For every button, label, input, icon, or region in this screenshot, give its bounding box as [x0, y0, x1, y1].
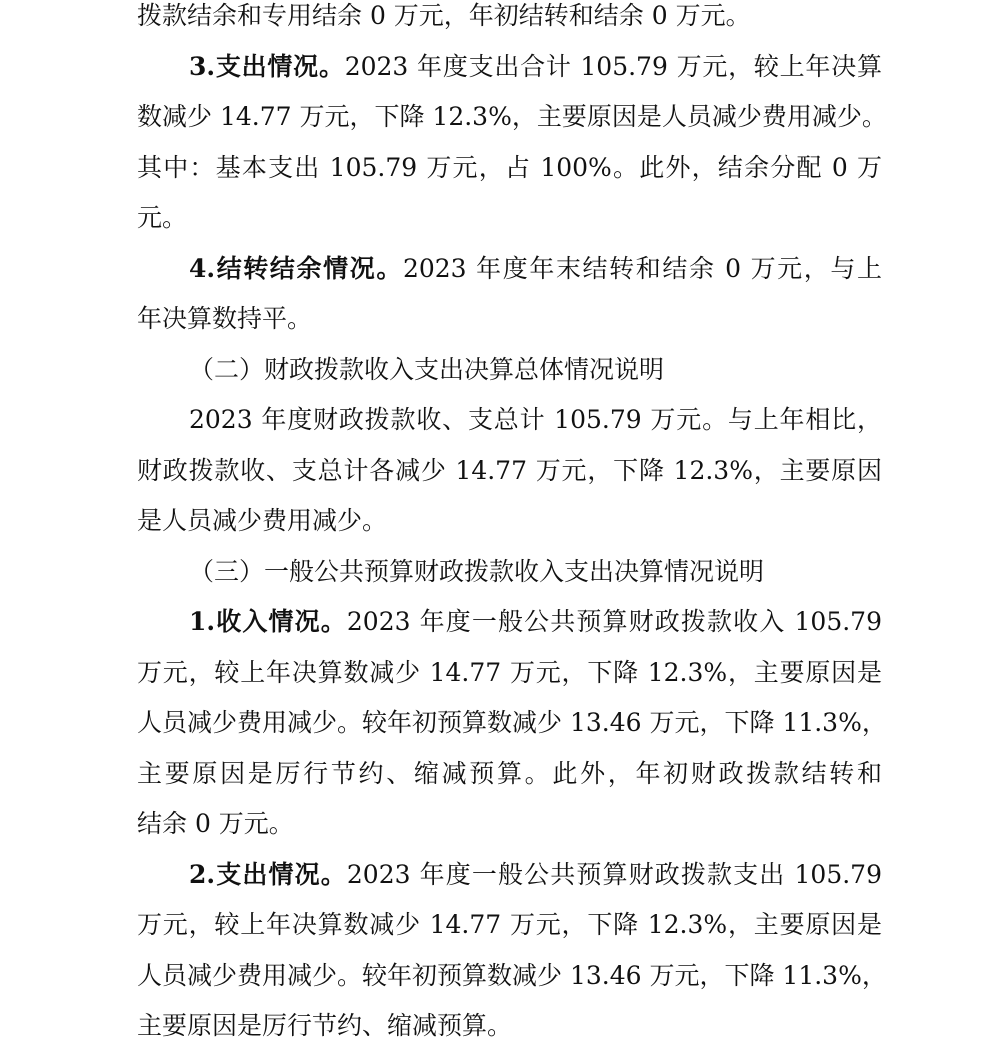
paragraph-line: 是人员减少费用减少。	[137, 506, 388, 535]
paragraph-line: 其中：基本支出 105.79 万元，占 100%。此外，结余分配 0 万	[137, 152, 882, 182]
paragraph-text: 2023 年度一般公共预算财政拨款支出 105.79	[346, 859, 882, 889]
paragraph-line: 主要原因是厉行节约、缩减预算。此外，年初财政拨款结转和	[137, 758, 882, 788]
paragraph-line	[137, 244, 882, 295]
paragraph-text: 2023 年度支出合计 105.79 万元，较上年决算	[344, 51, 882, 81]
paragraph-text: 2023 年度一般公共预算财政拨款收入 105.79	[346, 607, 882, 636]
paragraph-line: 结余 0 万元。	[137, 809, 294, 838]
paragraph-line: 人员减少费用减少。较年初预算数减少 13.46 万元，下降 11.3%，	[137, 708, 887, 737]
paragraph-line	[137, 42, 882, 93]
paragraph-line	[137, 597, 882, 648]
paragraph-line: 财政拨款收、支总计各减少 14.77 万元，下降 12.3%，主要原因	[137, 455, 882, 485]
section-lead: 1.收入情况。	[189, 607, 347, 636]
paragraph-line	[137, 850, 882, 901]
section-lead: 3.支出情况。	[189, 51, 345, 81]
paragraph-line: 元。	[137, 203, 188, 232]
section-lead: 4.结转结余情况。	[189, 253, 403, 283]
paragraph-line: 年决算数持平。	[137, 304, 313, 333]
paragraph-text: 2023 年度年末结转和结余 0 万元，与上	[402, 253, 883, 283]
document-page	[137, 0, 887, 1052]
paragraph-line: 万元，较上年决算数减少 14.77 万元，下降 12.3%，主要原因是	[137, 910, 882, 939]
paragraph-line: 拨款结余和专用结余 0 万元，年初结转和结余 0 万元。	[137, 1, 751, 30]
paragraph-line: 人员减少费用减少。较年初预算数减少 13.46 万元，下降 11.3%，	[137, 960, 887, 990]
paragraph-line: 2023 年度财政拨款收、支总计 105.79 万元。与上年相比，	[189, 405, 882, 434]
paragraph-line: 主要原因是厉行节约、缩减预算。	[137, 1011, 513, 1040]
section-lead: 2.支出情况。	[189, 859, 347, 889]
section-heading: （三）一般公共预算财政拨款收入支出决算情况说明	[189, 556, 765, 586]
paragraph-line: 数减少 14.77 万元，下降 12.3%，主要原因是人员减少费用减少。	[137, 102, 887, 131]
paragraph-line: 万元，较上年决算数减少 14.77 万元，下降 12.3%，主要原因是	[137, 657, 882, 687]
section-heading: （二）财政拨款收入支出决算总体情况说明	[189, 354, 665, 384]
